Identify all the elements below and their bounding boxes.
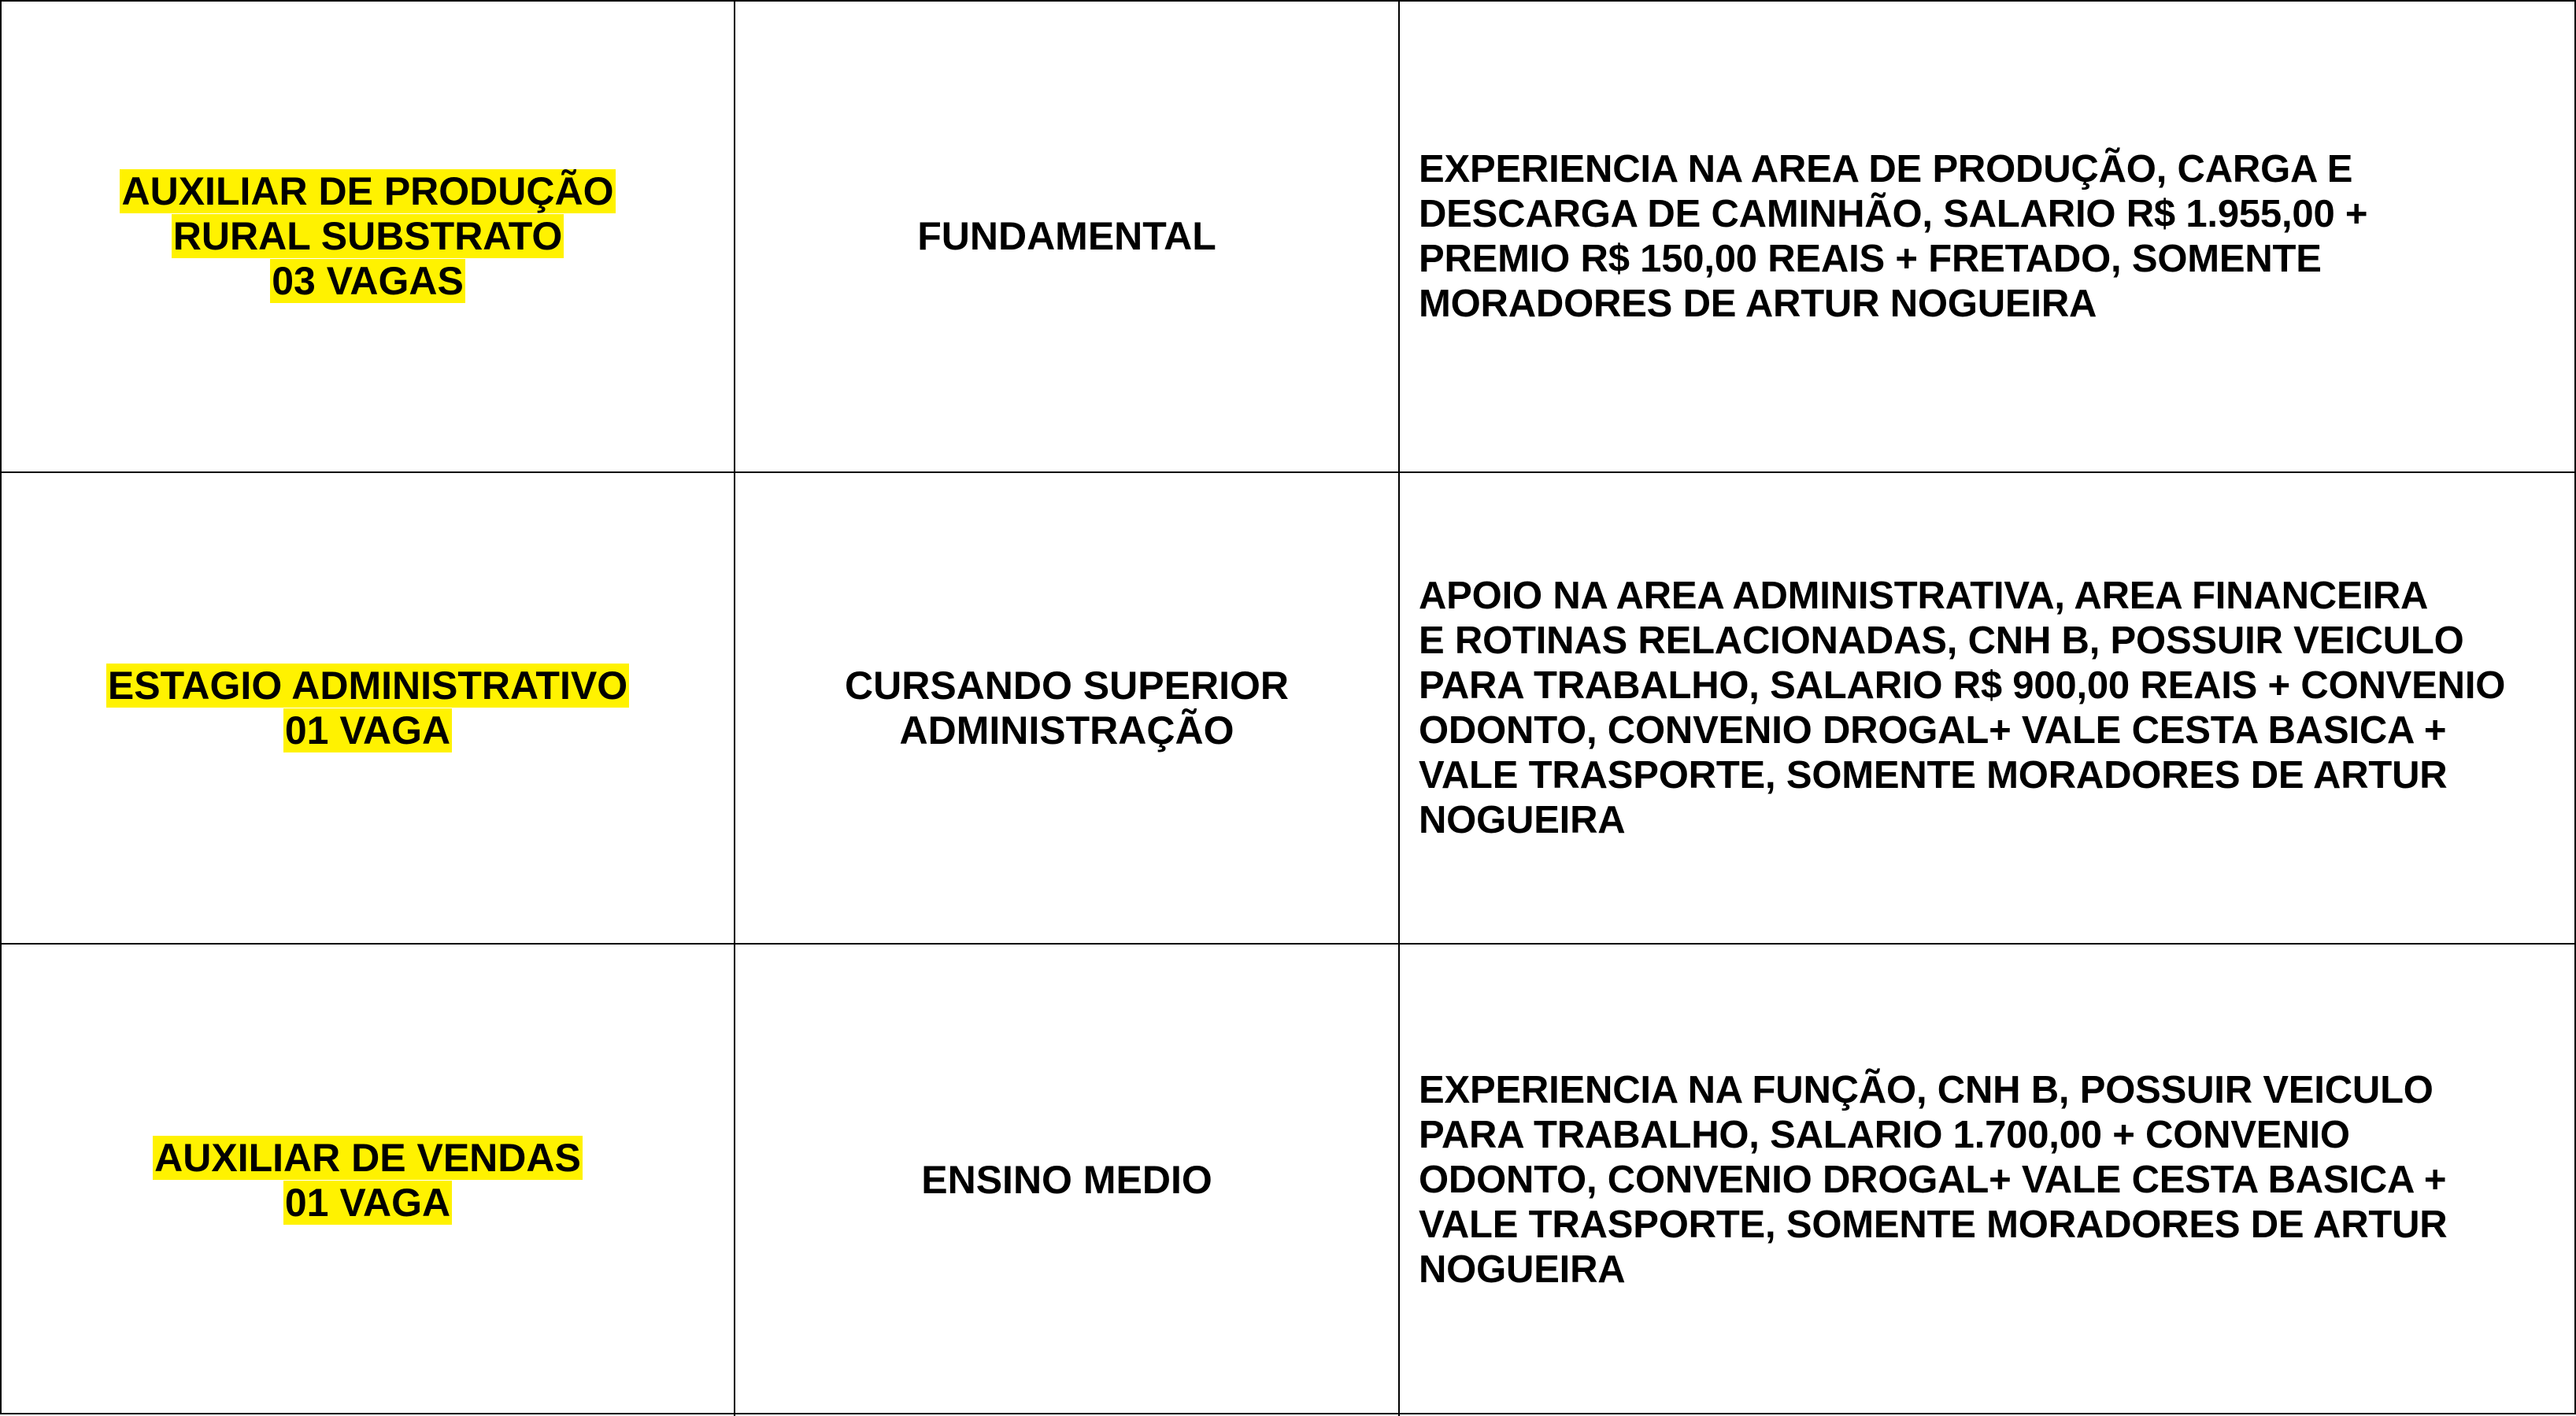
table-cell-education xyxy=(735,2,1400,473)
job-description: EXPERIENCIA NA FUNÇÃO, CNH B, POSSUIR VEICULO PARA TRABALHO, SALARIO 1.700,00 + CONVENIO ODONTO, CONVENIO DROGAL+ VALE CESTA BASICA + VALE TRASPORTE, SOMENTE MORADORES DE ARTUR NOGUEIRA xyxy=(1419,1069,2448,1291)
job-title-line: ESTAGIO ADMINISTRATIVO xyxy=(107,663,628,708)
education-line: ADMINISTRAÇÃO xyxy=(899,708,1234,752)
job-title xyxy=(106,664,629,753)
table-cell-education xyxy=(735,473,1400,945)
education-line: CURSANDO SUPERIOR xyxy=(845,663,1289,708)
job-title xyxy=(120,169,615,304)
education-requirement xyxy=(921,1158,1212,1203)
table-cell-job-title xyxy=(2,945,735,1416)
table-cell-education xyxy=(735,945,1400,1416)
education-line: FUNDAMENTAL xyxy=(917,214,1216,258)
job-title xyxy=(153,1136,583,1226)
table-cell-description xyxy=(1400,473,2576,945)
job-description: EXPERIENCIA NA AREA DE PRODUÇÃO, CARGA E DESCARGA DE CAMINHÃO, SALARIO R$ 1.955,00 + PREMIO R$ 150,00 REAIS + FRETADO, SOMENTE MORADORES DE ARTUR NOGUEIRA xyxy=(1419,147,2368,325)
table-cell-description xyxy=(1400,2,2576,473)
job-vacancies: 01 VAGA xyxy=(284,708,451,752)
education-requirement xyxy=(917,214,1216,259)
education-line: ENSINO MEDIO xyxy=(921,1158,1212,1202)
table-cell-job-title xyxy=(2,2,735,473)
education-requirement xyxy=(845,664,1289,753)
job-title-line: AUXILIAR DE VENDAS xyxy=(154,1135,581,1180)
job-description: APOIO NA AREA ADMINISTRATIVA, AREA FINANCEIRA E ROTINAS RELACIONADAS, CNH B, POSSUIR VEICULO PARA TRABALHO, SALARIO R$ 900,00 REAIS + CONVENIO ODONTO, CONVENIO DROGAL+ VALE CESTA BASICA + VALE TRASPORTE, SOMENTE MORADORES DE ARTUR NOGUEIRA xyxy=(1419,574,2506,841)
table-cell-job-title xyxy=(2,473,735,945)
table-cell-description xyxy=(1400,945,2576,1416)
job-title-line: RURAL SUBSTRATO xyxy=(172,214,563,258)
job-title-line: AUXILIAR DE PRODUÇÃO xyxy=(121,169,614,213)
job-vacancies: 03 VAGAS xyxy=(272,259,464,303)
job-vacancies: 01 VAGA xyxy=(284,1180,451,1225)
